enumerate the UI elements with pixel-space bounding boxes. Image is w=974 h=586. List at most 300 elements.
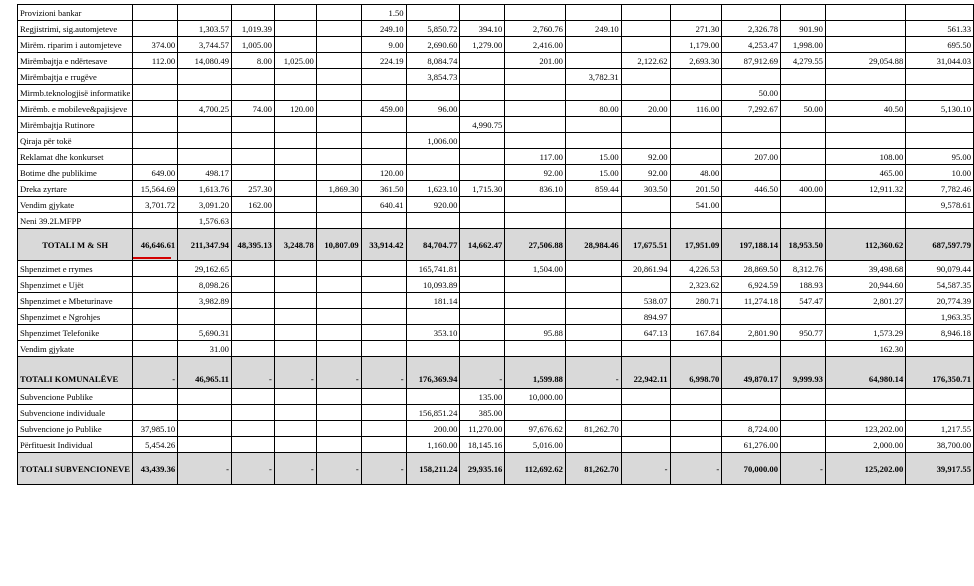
table-cell bbox=[825, 5, 905, 21]
table-cell bbox=[621, 213, 670, 229]
table-cell: 4,253.47 bbox=[722, 37, 781, 53]
table-cell: 39,917.55 bbox=[906, 453, 974, 485]
table-cell: 1,576.63 bbox=[178, 213, 232, 229]
table-cell: 50.00 bbox=[781, 101, 826, 117]
table-cell bbox=[460, 213, 505, 229]
row-label: Provizioni bankar bbox=[18, 5, 133, 21]
table-cell: 8,084.74 bbox=[406, 53, 460, 69]
table-cell bbox=[178, 389, 232, 405]
table-cell bbox=[361, 389, 406, 405]
table-cell: - bbox=[361, 357, 406, 389]
table-cell bbox=[505, 133, 566, 149]
table-cell bbox=[670, 213, 722, 229]
table-cell bbox=[274, 341, 316, 357]
table-cell: 112,360.62 bbox=[825, 229, 905, 261]
table-cell bbox=[565, 37, 621, 53]
table-cell: 1,179.00 bbox=[670, 37, 722, 53]
table-cell: 81,262.70 bbox=[565, 453, 621, 485]
table-cell bbox=[406, 85, 460, 101]
table-cell bbox=[274, 181, 316, 197]
table-cell bbox=[231, 85, 274, 101]
table-cell: 4,279.55 bbox=[781, 53, 826, 69]
table-cell bbox=[406, 309, 460, 325]
table-cell bbox=[231, 261, 274, 277]
table-row bbox=[18, 213, 974, 229]
table-cell: 201.00 bbox=[505, 53, 566, 69]
table-cell: 7,292.67 bbox=[722, 101, 781, 117]
table-cell: 2,000.00 bbox=[825, 437, 905, 453]
table-cell bbox=[231, 325, 274, 341]
table-cell bbox=[621, 21, 670, 37]
table-row bbox=[18, 293, 974, 309]
table-cell bbox=[133, 101, 178, 117]
table-cell: 1,279.00 bbox=[460, 37, 505, 53]
table-cell bbox=[133, 117, 178, 133]
table-cell bbox=[722, 5, 781, 21]
table-cell bbox=[316, 5, 361, 21]
table-cell bbox=[231, 389, 274, 405]
table-cell: 162.30 bbox=[825, 341, 905, 357]
table-cell bbox=[505, 197, 566, 213]
table-cell bbox=[460, 165, 505, 181]
table-row bbox=[18, 53, 974, 69]
table-cell bbox=[670, 437, 722, 453]
row-label: Shpenzimet Telefonike bbox=[18, 325, 133, 341]
table-body bbox=[18, 5, 974, 485]
table-cell: 4,700.25 bbox=[178, 101, 232, 117]
table-cell bbox=[274, 277, 316, 293]
table-cell bbox=[460, 101, 505, 117]
table-cell bbox=[133, 325, 178, 341]
table-cell bbox=[274, 309, 316, 325]
table-cell: 162.00 bbox=[231, 197, 274, 213]
table-cell bbox=[178, 437, 232, 453]
table-cell bbox=[621, 117, 670, 133]
table-cell: 1,005.00 bbox=[231, 37, 274, 53]
table-cell: 446.50 bbox=[722, 181, 781, 197]
table-cell bbox=[316, 405, 361, 421]
table-cell: 1.50 bbox=[361, 5, 406, 21]
row-label: Vendim gjykate bbox=[18, 341, 133, 357]
table-cell: 687,597.79 bbox=[906, 229, 974, 261]
table-cell bbox=[133, 277, 178, 293]
table-cell bbox=[231, 437, 274, 453]
table-cell bbox=[274, 117, 316, 133]
table-cell: 5,690.31 bbox=[178, 325, 232, 341]
table-cell: 80.00 bbox=[565, 101, 621, 117]
table-cell: 459.00 bbox=[361, 101, 406, 117]
table-cell bbox=[621, 85, 670, 101]
table-cell bbox=[316, 437, 361, 453]
table-cell: 374.00 bbox=[133, 37, 178, 53]
row-label: Mirëmb. e mobileve&pajisjeve bbox=[18, 101, 133, 117]
table-cell: 1,998.00 bbox=[781, 37, 826, 53]
table-cell: 1,573.29 bbox=[825, 325, 905, 341]
table-cell bbox=[274, 165, 316, 181]
table-cell: 5,850.72 bbox=[406, 21, 460, 37]
table-cell: 50.00 bbox=[722, 85, 781, 101]
row-label: Reklamat dhe konkurset bbox=[18, 149, 133, 165]
table-cell bbox=[361, 149, 406, 165]
table-cell bbox=[565, 85, 621, 101]
table-cell: 2,801.90 bbox=[722, 325, 781, 341]
table-cell bbox=[825, 389, 905, 405]
row-label: Vendim gjykate bbox=[18, 197, 133, 213]
table-cell bbox=[825, 85, 905, 101]
table-cell bbox=[133, 5, 178, 21]
table-cell bbox=[406, 213, 460, 229]
table-cell bbox=[460, 149, 505, 165]
table-cell: 95.88 bbox=[505, 325, 566, 341]
row-label: Regjistrimi, sig.automjeteve bbox=[18, 21, 133, 37]
table-cell bbox=[133, 69, 178, 85]
table-cell: 9,999.93 bbox=[781, 357, 826, 389]
table-cell bbox=[316, 69, 361, 85]
table-cell: 353.10 bbox=[406, 325, 460, 341]
table-cell: 39,498.68 bbox=[825, 261, 905, 277]
table-cell: 20,774.39 bbox=[906, 293, 974, 309]
table-cell: 1,715.30 bbox=[460, 181, 505, 197]
table-row bbox=[18, 85, 974, 101]
total-row bbox=[18, 357, 974, 389]
table-cell bbox=[505, 85, 566, 101]
table-cell bbox=[274, 325, 316, 341]
row-label: Subvencione Publike bbox=[18, 389, 133, 405]
table-cell: 18,145.16 bbox=[460, 437, 505, 453]
table-cell: 894.97 bbox=[621, 309, 670, 325]
table-cell: 181.14 bbox=[406, 293, 460, 309]
table-cell bbox=[722, 69, 781, 85]
table-cell bbox=[361, 405, 406, 421]
table-cell bbox=[670, 69, 722, 85]
table-cell: 20.00 bbox=[621, 101, 670, 117]
table-cell bbox=[316, 101, 361, 117]
table-cell bbox=[460, 85, 505, 101]
table-cell: 1,613.76 bbox=[178, 181, 232, 197]
table-cell bbox=[361, 277, 406, 293]
table-cell bbox=[621, 341, 670, 357]
table-cell bbox=[670, 389, 722, 405]
row-label: Shpenzimet e Ujët bbox=[18, 277, 133, 293]
table-cell bbox=[621, 277, 670, 293]
table-cell: 90,079.44 bbox=[906, 261, 974, 277]
row-label: Shpenzimet e rrymes bbox=[18, 261, 133, 277]
table-cell bbox=[361, 133, 406, 149]
table-cell: - bbox=[133, 357, 178, 389]
table-cell bbox=[316, 85, 361, 101]
table-cell: 10,000.00 bbox=[505, 389, 566, 405]
table-cell bbox=[565, 389, 621, 405]
table-cell bbox=[316, 421, 361, 437]
row-label: Përfituesit Individual bbox=[18, 437, 133, 453]
table-cell: 538.07 bbox=[621, 293, 670, 309]
row-label: Qiraja për tokë bbox=[18, 133, 133, 149]
table-cell bbox=[316, 325, 361, 341]
table-row bbox=[18, 37, 974, 53]
table-row bbox=[18, 117, 974, 133]
table-cell bbox=[565, 341, 621, 357]
table-cell: 48,395.13 bbox=[231, 229, 274, 261]
table-cell bbox=[505, 341, 566, 357]
table-cell: 165,741.81 bbox=[406, 261, 460, 277]
table-cell: 257.30 bbox=[231, 181, 274, 197]
table-cell: 22,942.11 bbox=[621, 357, 670, 389]
table-cell: 14,662.47 bbox=[460, 229, 505, 261]
table-cell: 3,982.89 bbox=[178, 293, 232, 309]
table-cell: 14,080.49 bbox=[178, 53, 232, 69]
table-cell: 2,326.78 bbox=[722, 21, 781, 37]
table-cell bbox=[565, 5, 621, 21]
row-label: Subvencione jo Publike bbox=[18, 421, 133, 437]
table-cell bbox=[722, 341, 781, 357]
table-cell bbox=[231, 405, 274, 421]
table-cell bbox=[361, 421, 406, 437]
table-cell bbox=[781, 341, 826, 357]
table-cell bbox=[722, 389, 781, 405]
table-cell: 29,162.65 bbox=[178, 261, 232, 277]
table-cell: - bbox=[670, 453, 722, 485]
table-cell: 64,980.14 bbox=[825, 357, 905, 389]
table-cell: 38,700.00 bbox=[906, 437, 974, 453]
table-cell: 188.93 bbox=[781, 277, 826, 293]
table-cell bbox=[565, 117, 621, 133]
table-cell bbox=[825, 405, 905, 421]
table-row bbox=[18, 405, 974, 421]
table-cell: 394.10 bbox=[460, 21, 505, 37]
table-cell: 3,744.57 bbox=[178, 37, 232, 53]
table-cell: 859.44 bbox=[565, 181, 621, 197]
table-cell bbox=[505, 5, 566, 21]
table-row bbox=[18, 21, 974, 37]
table-cell bbox=[565, 309, 621, 325]
table-cell: 95.00 bbox=[906, 149, 974, 165]
table-row bbox=[18, 389, 974, 405]
table-cell bbox=[316, 213, 361, 229]
table-cell: 176,369.94 bbox=[406, 357, 460, 389]
table-cell bbox=[133, 293, 178, 309]
table-cell bbox=[565, 325, 621, 341]
table-cell bbox=[621, 389, 670, 405]
table-cell: - bbox=[361, 453, 406, 485]
table-cell bbox=[231, 149, 274, 165]
table-cell bbox=[460, 133, 505, 149]
row-label: Shpenzimet e Ngrohjes bbox=[18, 309, 133, 325]
table-cell bbox=[406, 5, 460, 21]
table-cell: 29,054.88 bbox=[825, 53, 905, 69]
table-cell bbox=[906, 117, 974, 133]
table-cell: 8,946.18 bbox=[906, 325, 974, 341]
table-cell bbox=[565, 133, 621, 149]
table-cell: 1,869.30 bbox=[316, 181, 361, 197]
table-cell: - bbox=[274, 357, 316, 389]
table-cell bbox=[505, 277, 566, 293]
table-cell: 901.90 bbox=[781, 21, 826, 37]
table-cell bbox=[565, 277, 621, 293]
table-cell bbox=[670, 405, 722, 421]
table-cell bbox=[231, 309, 274, 325]
table-cell bbox=[231, 165, 274, 181]
table-cell: 249.10 bbox=[565, 21, 621, 37]
table-cell bbox=[906, 389, 974, 405]
table-cell: 10,093.89 bbox=[406, 277, 460, 293]
table-cell bbox=[460, 309, 505, 325]
table-row bbox=[18, 101, 974, 117]
table-cell: 31,044.03 bbox=[906, 53, 974, 69]
table-cell: 70,000.00 bbox=[722, 453, 781, 485]
table-cell bbox=[274, 213, 316, 229]
table-cell: 61,276.00 bbox=[722, 437, 781, 453]
table-cell: 123,202.00 bbox=[825, 421, 905, 437]
table-cell: 6,924.59 bbox=[722, 277, 781, 293]
table-cell: 4,226.53 bbox=[670, 261, 722, 277]
table-cell: 207.00 bbox=[722, 149, 781, 165]
table-cell bbox=[274, 133, 316, 149]
table-cell bbox=[406, 117, 460, 133]
table-cell bbox=[781, 309, 826, 325]
table-cell bbox=[906, 405, 974, 421]
table-cell bbox=[505, 101, 566, 117]
table-cell bbox=[274, 5, 316, 21]
table-cell bbox=[825, 197, 905, 213]
table-cell: 8,098.26 bbox=[178, 277, 232, 293]
table-cell: 8,724.00 bbox=[722, 421, 781, 437]
table-cell: 11,270.00 bbox=[460, 421, 505, 437]
table-cell: 1,006.00 bbox=[406, 133, 460, 149]
table-cell bbox=[133, 85, 178, 101]
table-cell: 120.00 bbox=[361, 165, 406, 181]
table-cell: 167.84 bbox=[670, 325, 722, 341]
table-cell bbox=[722, 405, 781, 421]
table-cell: 3,854.73 bbox=[406, 69, 460, 85]
table-cell: 201.50 bbox=[670, 181, 722, 197]
table-cell bbox=[316, 389, 361, 405]
table-cell: 249.10 bbox=[361, 21, 406, 37]
table-cell: 135.00 bbox=[460, 389, 505, 405]
table-cell bbox=[670, 85, 722, 101]
table-cell bbox=[505, 213, 566, 229]
table-cell: 3,782.31 bbox=[565, 69, 621, 85]
table-cell: 836.10 bbox=[505, 181, 566, 197]
table-cell: 6,998.70 bbox=[670, 357, 722, 389]
table-cell bbox=[361, 293, 406, 309]
table-row bbox=[18, 325, 974, 341]
table-row bbox=[18, 181, 974, 197]
table-cell bbox=[316, 261, 361, 277]
table-cell bbox=[274, 149, 316, 165]
table-cell: 10.00 bbox=[906, 165, 974, 181]
table-row bbox=[18, 165, 974, 181]
table-cell bbox=[621, 69, 670, 85]
table-cell: 950.77 bbox=[781, 325, 826, 341]
table-cell bbox=[460, 5, 505, 21]
table-cell bbox=[361, 261, 406, 277]
table-cell bbox=[231, 213, 274, 229]
table-cell bbox=[565, 405, 621, 421]
table-cell bbox=[274, 261, 316, 277]
table-cell: 920.00 bbox=[406, 197, 460, 213]
table-cell: 361.50 bbox=[361, 181, 406, 197]
table-cell bbox=[316, 165, 361, 181]
table-cell bbox=[178, 5, 232, 21]
table-cell: 1,025.00 bbox=[274, 53, 316, 69]
table-cell: 117.00 bbox=[505, 149, 566, 165]
table-cell bbox=[316, 341, 361, 357]
table-cell bbox=[274, 421, 316, 437]
table-cell: 125,202.00 bbox=[825, 453, 905, 485]
table-cell bbox=[133, 341, 178, 357]
table-cell bbox=[178, 421, 232, 437]
table-cell: 84,704.77 bbox=[406, 229, 460, 261]
table-cell: 87,912.69 bbox=[722, 53, 781, 69]
table-cell bbox=[231, 421, 274, 437]
table-cell bbox=[133, 261, 178, 277]
table-cell: 640.41 bbox=[361, 197, 406, 213]
table-cell: 561.33 bbox=[906, 21, 974, 37]
table-cell: 33,914.42 bbox=[361, 229, 406, 261]
table-cell: 2,416.00 bbox=[505, 37, 566, 53]
total-row bbox=[18, 229, 974, 261]
table-cell: 18,953.50 bbox=[781, 229, 826, 261]
table-cell: 224.19 bbox=[361, 53, 406, 69]
table-cell: - bbox=[316, 453, 361, 485]
table-cell bbox=[274, 405, 316, 421]
table-cell: 20,944.60 bbox=[825, 277, 905, 293]
table-cell: 200.00 bbox=[406, 421, 460, 437]
table-cell bbox=[231, 341, 274, 357]
table-cell bbox=[274, 197, 316, 213]
table-cell: 112.00 bbox=[133, 53, 178, 69]
table-cell bbox=[460, 53, 505, 69]
table-cell bbox=[231, 277, 274, 293]
table-row bbox=[18, 277, 974, 293]
table-cell: 8.00 bbox=[231, 53, 274, 69]
table-cell bbox=[133, 213, 178, 229]
table-cell bbox=[621, 405, 670, 421]
row-label: Mirmb.teknologjisë informatike bbox=[18, 85, 133, 101]
row-label: Mirëmbajtja e rrugëve bbox=[18, 69, 133, 85]
table-cell: 3,248.78 bbox=[274, 229, 316, 261]
table-cell bbox=[670, 5, 722, 21]
table-cell: 46,965.11 bbox=[178, 357, 232, 389]
table-cell: 541.00 bbox=[670, 197, 722, 213]
table-cell: 197,188.14 bbox=[722, 229, 781, 261]
table-cell bbox=[406, 389, 460, 405]
table-cell bbox=[906, 133, 974, 149]
table-cell bbox=[781, 197, 826, 213]
table-cell: 2,760.76 bbox=[505, 21, 566, 37]
table-cell bbox=[133, 21, 178, 37]
table-cell: 10,807.09 bbox=[316, 229, 361, 261]
table-cell bbox=[621, 5, 670, 21]
table-cell: 92.00 bbox=[621, 165, 670, 181]
table-cell bbox=[361, 69, 406, 85]
table-cell bbox=[406, 341, 460, 357]
table-cell: 385.00 bbox=[460, 405, 505, 421]
table-cell bbox=[361, 341, 406, 357]
table-cell bbox=[133, 133, 178, 149]
table-cell: 49,870.17 bbox=[722, 357, 781, 389]
table-cell bbox=[361, 117, 406, 133]
table-cell bbox=[178, 133, 232, 149]
table-cell bbox=[231, 293, 274, 309]
table-cell bbox=[505, 293, 566, 309]
table-cell: 12,911.32 bbox=[825, 181, 905, 197]
table-cell bbox=[621, 133, 670, 149]
table-cell bbox=[460, 197, 505, 213]
table-cell: 17,951.09 bbox=[670, 229, 722, 261]
table-cell bbox=[460, 69, 505, 85]
table-cell: 649.00 bbox=[133, 165, 178, 181]
